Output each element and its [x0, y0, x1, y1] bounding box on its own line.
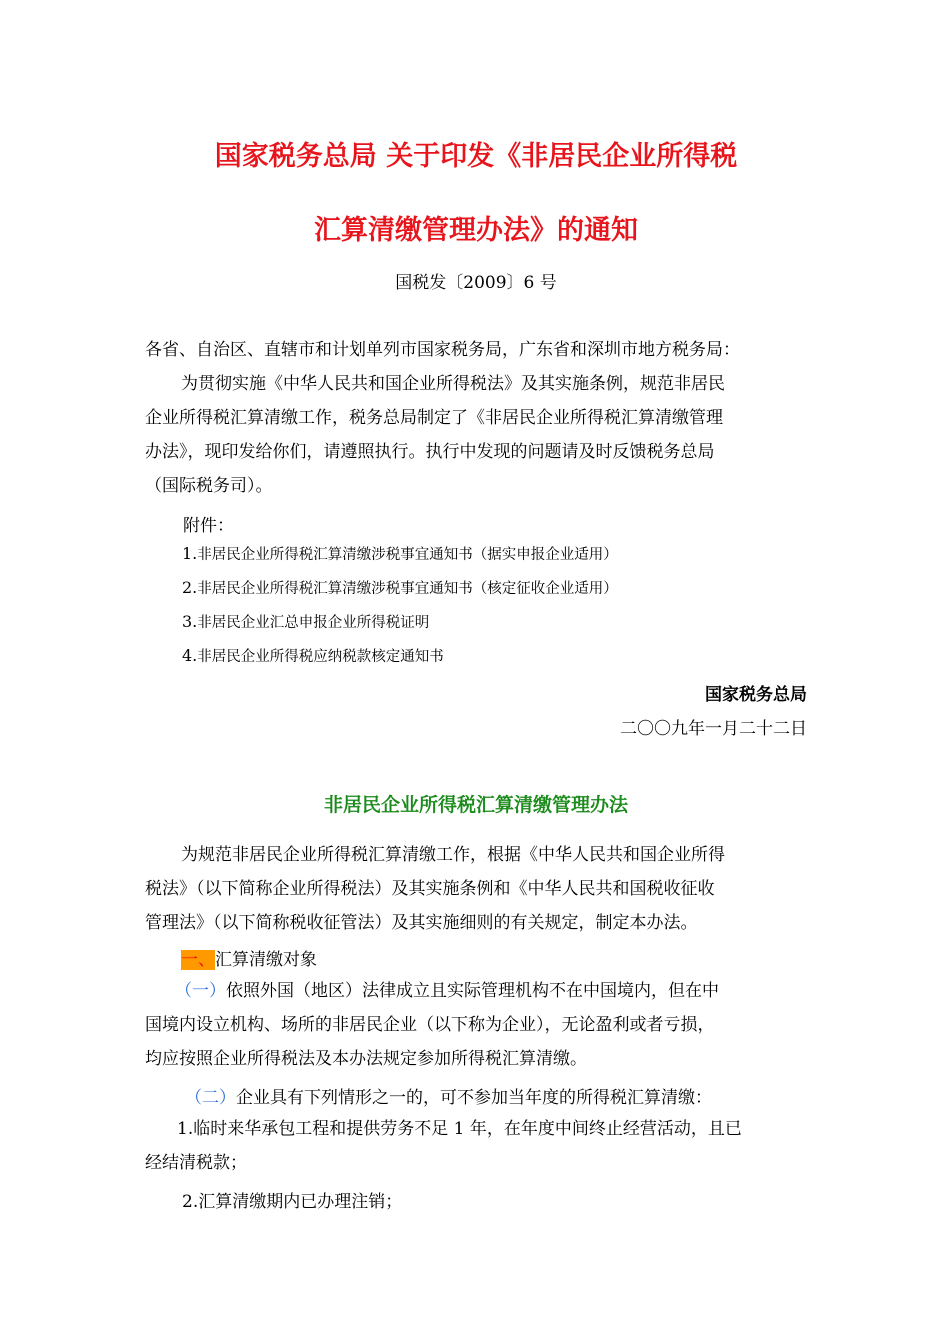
sub-item-1	[145, 1112, 807, 1180]
body-paragraph-1	[145, 838, 807, 940]
intro-line-1: 为贯彻实施《中华人民共和国企业所得税法》及其实施条例，规范非居民	[181, 374, 725, 394]
attachment-item-3	[182, 611, 429, 632]
attachment-item-1	[182, 543, 618, 564]
sub-item-1-line-1: 1.临时来华承包工程和提供劳务不足 1 年，在年度中间终止经营活动，且已	[177, 1119, 742, 1139]
attachment-text: 非居民企业所得税汇算清缴涉税事宜通知书（核定征收企业适用）	[197, 581, 618, 597]
clause-2-marker: （二）	[185, 1088, 236, 1108]
recipients-text: 各省、自治区、直辖市和计划单列市国家税务局，广东省和深圳市地方税务局：	[145, 340, 740, 360]
attachment-text: 非居民企业所得税应纳税款核定通知书	[197, 649, 444, 665]
signature-org: 国家税务总局	[705, 685, 807, 705]
section-title: 非居民企业所得税汇算清缴管理办法	[323, 794, 628, 816]
title-line-1: 国家税务总局 关于印发《非居民企业所得税	[214, 141, 738, 172]
clause-1-line-2: 国境内设立机构、场所的非居民企业（以下称为企业），无论盈利或者亏损，	[145, 1015, 715, 1035]
heading-1-marker: 一、	[181, 950, 215, 970]
intro-line-3: 办法》，现印发给你们，请遵照执行。执行中发现的问题请及时反馈税务总局	[145, 442, 715, 462]
intro-line-2: 企业所得税汇算清缴工作，税务总局制定了《非居民企业所得税汇算清缴管理	[145, 408, 723, 428]
attachment-item-4	[182, 645, 444, 666]
clause-1-line-3: 均应按照企业所得税法及本办法规定参加所得税汇算清缴。	[145, 1049, 587, 1069]
title-line-2: 汇算清缴管理办法》的通知	[314, 215, 638, 246]
intro-line-4: （国际税务司）。	[145, 476, 273, 496]
attachment-text: 非居民企业汇总申报企业所得税证明	[197, 615, 430, 631]
recipients	[145, 333, 807, 367]
signature-date: 二〇〇九年一月二十二日	[620, 719, 807, 739]
body-p1-line-2: 税法》（以下简称企业所得税法）及其实施条例和《中华人民共和国税收征收	[145, 879, 715, 899]
attachments-label: 附件：	[183, 516, 234, 536]
clause-1-line-1: 依照外国（地区）法律成立且实际管理机构不在中国境内，但在中	[226, 981, 719, 1001]
attachment-number: 4.	[182, 646, 198, 665]
attachment-number: 3.	[182, 612, 198, 631]
attachment-number: 2.	[182, 578, 198, 597]
body-p1-line-1: 为规范非居民企业所得税汇算清缴工作，根据《中华人民共和国企业所得	[181, 845, 725, 865]
sub-item-2: 2.汇算清缴期内已办理注销；	[182, 1192, 403, 1212]
intro-paragraph	[145, 367, 807, 503]
clause-2	[185, 1083, 712, 1108]
body-p1-line-3: 管理法》（以下简称税收征管法）及其实施细则的有关规定，制定本办法。	[145, 913, 698, 933]
document-number: 国税发〔2009〕6 号	[395, 273, 557, 293]
attachment-item-2	[182, 577, 618, 598]
heading-1	[181, 945, 317, 970]
clause-2-text: 企业具有下列情形之一的，可不参加当年度的所得税汇算清缴：	[236, 1088, 712, 1108]
heading-1-text: 汇算清缴对象	[215, 950, 317, 970]
clause-1-marker: （一）	[175, 981, 226, 1001]
attachment-text: 非居民企业所得税汇算清缴涉税事宜通知书（据实申报企业适用）	[197, 547, 618, 563]
attachment-number: 1.	[182, 544, 198, 563]
sub-item-1-line-2: 经结清税款；	[145, 1153, 247, 1173]
clause-1	[145, 974, 807, 1076]
